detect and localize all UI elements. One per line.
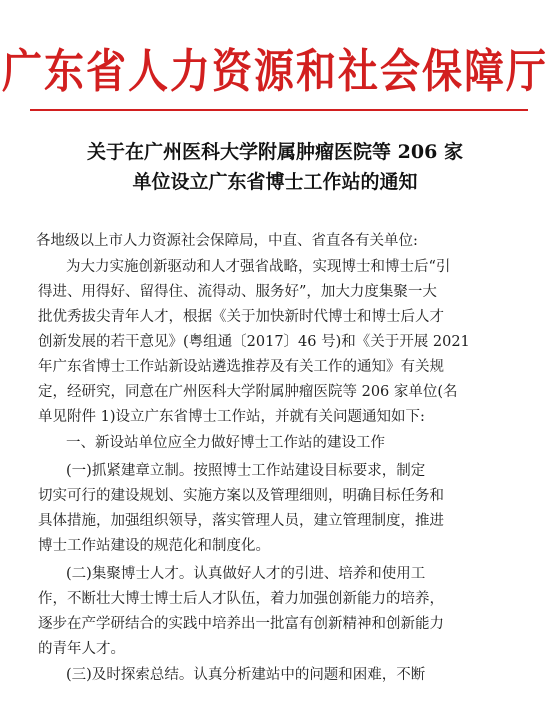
notice-title-line-2: 单位设立广东省博士工作站的通知 xyxy=(132,171,418,193)
item1-line: 切实可行的建设规划、实施方案以及管理细则，明确目标任务和 xyxy=(38,488,444,504)
paragraph1-line: 定，经研究，同意在广州医科大学附属肿瘤医院等 206 家单位(名 xyxy=(38,384,458,400)
paragraph1-line: 批优秀拔尖青年人才，根据《关于加快新时代博士和博士后人才 xyxy=(38,309,444,325)
section1-heading: 一、新设站单位应全力做好博士工作站的建设工作 xyxy=(66,435,385,451)
item2-line: 作，不断壮大博士博士后人才队伍，着力加强创新能力的培养， xyxy=(38,591,444,607)
paragraph1-line: 创新发展的若干意见》(粤组通〔2017〕46 号)和《关于开展 2021 xyxy=(38,334,470,350)
item2-line: (二)集聚博士人才。认真做好人才的引进、培养和使用工 xyxy=(66,566,426,582)
masthead-red-rule xyxy=(30,109,528,111)
notice-title-line-1: 关于在广州医科大学附属肿瘤医院等 206 家 xyxy=(87,141,463,163)
item1-line: (一)抓紧建章立制。按照博士工作站建设目标要求，制定 xyxy=(66,463,426,479)
item3-line: (三)及时探索总结。认真分析建站中的问题和困难，不断 xyxy=(66,667,426,683)
masthead-title: 广东省人力资源和社会保障厅 xyxy=(2,44,548,99)
paragraph1-line: 得进、用得好、留得住、流得动、服务好”，加大力度集聚一大 xyxy=(38,284,437,300)
item2-line: 的青年人才。 xyxy=(38,641,125,657)
item1-line: 博士工作站建设的规范化和制度化。 xyxy=(38,538,270,554)
paragraph1-line: 为大力实施创新驱动和人才强省战略，实现博士和博士后“引 xyxy=(66,259,451,275)
paragraph1-line: 单见附件 1)设立广东省博士工作站，并就有关问题通知如下: xyxy=(38,409,425,425)
item1-line: 具体措施，加强组织领导，落实管理人员，建立管理制度，推进 xyxy=(38,513,444,529)
paragraph1-line: 年广东省博士工作站新设站遴选推荐及有关工作的通知》有关规 xyxy=(38,359,444,375)
salutation: 各地级以上市人力资源社会保障局，中直、省直各有关单位: xyxy=(36,233,418,249)
item2-line: 逐步在产学研结合的实践中培养出一批富有创新精神和创新能力 xyxy=(38,616,444,632)
